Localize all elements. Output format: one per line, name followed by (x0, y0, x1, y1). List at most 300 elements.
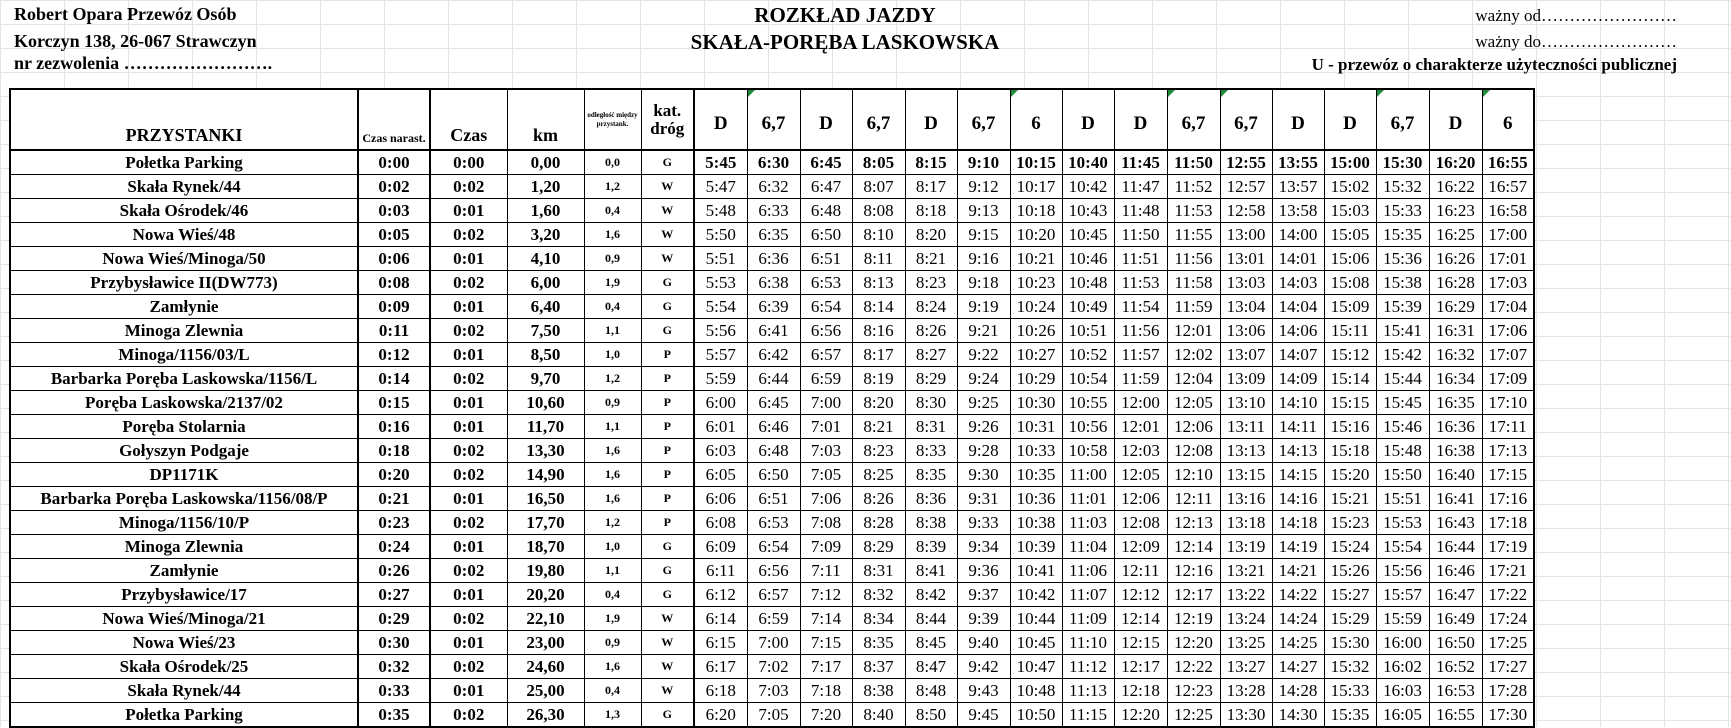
departure-time: 13:21 (1220, 559, 1272, 583)
departure-time: 6:46 (747, 415, 800, 439)
departure-time: 15:20 (1324, 463, 1376, 487)
departure-time: 6:35 (747, 223, 800, 247)
departure-time: 16:34 (1429, 367, 1482, 391)
departure-time: 7:14 (800, 607, 852, 631)
departure-time: 17:28 (1482, 679, 1534, 703)
departure-time: 15:48 (1376, 439, 1429, 463)
departure-time: 16:43 (1429, 511, 1482, 535)
departure-time: 15:06 (1324, 247, 1376, 271)
segment-time: 0:02 (430, 607, 507, 631)
segment-time: 0:02 (430, 511, 507, 535)
departure-time: 8:38 (852, 679, 905, 703)
departure-time: 9:18 (957, 271, 1010, 295)
departure-time: 17:09 (1482, 367, 1534, 391)
stop-name: Nowa Wieś/Minoga/21 (10, 607, 358, 631)
segment-time: 0:02 (430, 271, 507, 295)
departure-time: 6:51 (747, 487, 800, 511)
cumulative-time: 0:33 (358, 679, 430, 703)
table-row (10, 583, 1534, 607)
departure-time: 9:26 (957, 415, 1010, 439)
departure-time: 15:18 (1324, 439, 1376, 463)
departure-time: 7:05 (747, 703, 800, 728)
departure-time: 15:35 (1324, 703, 1376, 728)
departure-time: 16:53 (1429, 679, 1482, 703)
departure-time: 11:55 (1167, 223, 1220, 247)
departure-time: 10:15 (1010, 150, 1062, 175)
departure-time: 14:10 (1272, 391, 1324, 415)
table-row (10, 367, 1534, 391)
departure-time: 12:17 (1167, 583, 1220, 607)
departure-time: 8:16 (852, 319, 905, 343)
departure-time: 6:50 (747, 463, 800, 487)
departure-time: 15:41 (1376, 319, 1429, 343)
departure-time: 13:11 (1220, 415, 1272, 439)
column-header-day: D (1429, 89, 1482, 150)
departure-time: 17:03 (1482, 271, 1534, 295)
column-header-day: 6,7 (747, 89, 800, 150)
cumulative-time: 0:03 (358, 199, 430, 223)
departure-time: 5:56 (694, 319, 747, 343)
departure-time: 15:00 (1324, 150, 1376, 175)
distance-between: 0,4 (584, 583, 641, 607)
departure-time: 10:44 (1010, 607, 1062, 631)
distance-between: 1,6 (584, 439, 641, 463)
departure-time: 13:00 (1220, 223, 1272, 247)
column-header-day: D (1324, 89, 1376, 150)
departure-time: 6:32 (747, 175, 800, 199)
departure-time: 9:43 (957, 679, 1010, 703)
departure-time: 8:26 (852, 487, 905, 511)
distance-between: 1,6 (584, 463, 641, 487)
stop-name: Zamłynie (10, 295, 358, 319)
departure-time: 16:23 (1429, 199, 1482, 223)
departure-time: 8:20 (852, 391, 905, 415)
departure-time: 15:46 (1376, 415, 1429, 439)
departure-time: 11:59 (1114, 367, 1167, 391)
departure-time: 12:23 (1167, 679, 1220, 703)
departure-time: 12:14 (1114, 607, 1167, 631)
cumulative-time: 0:09 (358, 295, 430, 319)
distance-between: 0,4 (584, 295, 641, 319)
departure-time: 8:41 (905, 559, 957, 583)
distance-km: 6,40 (507, 295, 584, 319)
departure-time: 16:29 (1429, 295, 1482, 319)
departure-time: 10:36 (1010, 487, 1062, 511)
road-category: G (641, 319, 694, 343)
departure-time: 16:41 (1429, 487, 1482, 511)
cumulative-time: 0:16 (358, 415, 430, 439)
distance-km: 13,30 (507, 439, 584, 463)
distance-between: 0,9 (584, 247, 641, 271)
table-row (10, 439, 1534, 463)
segment-time: 0:02 (430, 439, 507, 463)
departure-time: 15:03 (1324, 199, 1376, 223)
road-category: W (641, 679, 694, 703)
departure-time: 7:00 (800, 391, 852, 415)
departure-time: 12:08 (1114, 511, 1167, 535)
departure-time: 5:59 (694, 367, 747, 391)
departure-time: 11:12 (1062, 655, 1114, 679)
segment-time: 0:02 (430, 223, 507, 247)
departure-time: 8:29 (852, 535, 905, 559)
departure-time: 13:55 (1272, 150, 1324, 175)
departure-time: 10:50 (1010, 703, 1062, 728)
table-row (10, 607, 1534, 631)
departure-time: 15:32 (1324, 655, 1376, 679)
departure-time: 7:06 (800, 487, 852, 511)
departure-time: 6:15 (694, 631, 747, 655)
departure-time: 9:33 (957, 511, 1010, 535)
departure-time: 17:04 (1482, 295, 1534, 319)
departure-time: 15:24 (1324, 535, 1376, 559)
departure-time: 14:28 (1272, 679, 1324, 703)
departure-time: 15:21 (1324, 487, 1376, 511)
departure-time: 12:20 (1167, 631, 1220, 655)
table-row (10, 487, 1534, 511)
road-category: P (641, 343, 694, 367)
stop-name: Minoga Zlewnia (10, 535, 358, 559)
departure-time: 7:15 (800, 631, 852, 655)
segment-time: 0:01 (430, 343, 507, 367)
departure-time: 16:58 (1482, 199, 1534, 223)
road-category: W (641, 175, 694, 199)
departure-time: 6:18 (694, 679, 747, 703)
distance-between: 0,4 (584, 199, 641, 223)
pso-note: U - przewóz o charakterze użyteczności publicznej (1311, 55, 1677, 74)
departure-time: 17:10 (1482, 391, 1534, 415)
departure-time: 9:12 (957, 175, 1010, 199)
departure-time: 15:33 (1376, 199, 1429, 223)
departure-time: 11:58 (1167, 271, 1220, 295)
distance-between: 1,9 (584, 607, 641, 631)
departure-time: 12:11 (1114, 559, 1167, 583)
departure-time: 13:03 (1220, 271, 1272, 295)
departure-time: 13:18 (1220, 511, 1272, 535)
distance-between: 1,3 (584, 703, 641, 728)
departure-time: 8:45 (905, 631, 957, 655)
route-name: SKAŁA-PORĘBA LASKOWSKA (690, 30, 1000, 54)
departure-time: 11:52 (1167, 175, 1220, 199)
departure-time: 6:01 (694, 415, 747, 439)
departure-time: 7:09 (800, 535, 852, 559)
distance-km: 0,00 (507, 150, 584, 175)
distance-header-label: odległość między przystank. (587, 110, 638, 128)
cumulative-time: 0:23 (358, 511, 430, 535)
road-category: G (641, 583, 694, 607)
stop-name: Nowa Wieś/23 (10, 631, 358, 655)
departure-time: 12:10 (1167, 463, 1220, 487)
departure-time: 15:02 (1324, 175, 1376, 199)
departure-time: 6:48 (747, 439, 800, 463)
departure-time: 10:17 (1010, 175, 1062, 199)
cumulative-time: 0:05 (358, 223, 430, 247)
valid-to-field: ważny do…………………… (1475, 32, 1677, 51)
departure-time: 15:35 (1376, 223, 1429, 247)
departure-time: 15:33 (1324, 679, 1376, 703)
departure-time: 11:59 (1167, 295, 1220, 319)
departure-time: 6:33 (747, 199, 800, 223)
stop-name: Minoga Zlewnia (10, 319, 358, 343)
departure-time: 15:05 (1324, 223, 1376, 247)
departure-time: 16:22 (1429, 175, 1482, 199)
departure-time: 15:59 (1376, 607, 1429, 631)
departure-time: 6:05 (694, 463, 747, 487)
departure-time: 5:57 (694, 343, 747, 367)
departure-time: 14:15 (1272, 463, 1324, 487)
departure-time: 16:20 (1429, 150, 1482, 175)
departure-time: 16:35 (1429, 391, 1482, 415)
road-category: P (641, 391, 694, 415)
distance-km: 14,90 (507, 463, 584, 487)
departure-time: 12:05 (1114, 463, 1167, 487)
departure-time: 11:03 (1062, 511, 1114, 535)
departure-time: 10:39 (1010, 535, 1062, 559)
departure-time: 15:51 (1376, 487, 1429, 511)
cumulative-time: 0:24 (358, 535, 430, 559)
departure-time: 17:24 (1482, 607, 1534, 631)
departure-time: 16:26 (1429, 247, 1482, 271)
departure-time: 8:24 (905, 295, 957, 319)
road-category: P (641, 487, 694, 511)
departure-time: 13:06 (1220, 319, 1272, 343)
departure-time: 14:18 (1272, 511, 1324, 535)
stop-name: Gołyszyn Podgaje (10, 439, 358, 463)
distance-km: 22,10 (507, 607, 584, 631)
departure-time: 8:21 (905, 247, 957, 271)
road-category: P (641, 463, 694, 487)
departure-time: 12:58 (1220, 199, 1272, 223)
departure-time: 8:35 (852, 631, 905, 655)
departure-time: 8:21 (852, 415, 905, 439)
departure-time: 12:17 (1114, 655, 1167, 679)
segment-time: 0:01 (430, 535, 507, 559)
timetable (9, 88, 1535, 728)
departure-time: 16:36 (1429, 415, 1482, 439)
departure-time: 12:20 (1114, 703, 1167, 728)
distance-km: 23,00 (507, 631, 584, 655)
cumulative-time: 0:26 (358, 559, 430, 583)
departure-time: 8:35 (905, 463, 957, 487)
departure-time: 6:09 (694, 535, 747, 559)
departure-time: 13:19 (1220, 535, 1272, 559)
departure-time: 9:21 (957, 319, 1010, 343)
distance-between: 1,6 (584, 487, 641, 511)
road-category: G (641, 271, 694, 295)
departure-time: 8:11 (852, 247, 905, 271)
departure-time: 13:07 (1220, 343, 1272, 367)
cumulative-time: 0:00 (358, 150, 430, 175)
departure-time: 10:48 (1010, 679, 1062, 703)
departure-time: 16:00 (1376, 631, 1429, 655)
departure-time: 14:00 (1272, 223, 1324, 247)
departure-time: 12:55 (1220, 150, 1272, 175)
departure-time: 12:04 (1167, 367, 1220, 391)
column-header-day: 6,7 (957, 89, 1010, 150)
departure-time: 6:57 (800, 343, 852, 367)
distance-between: 1,2 (584, 175, 641, 199)
segment-time: 0:01 (430, 295, 507, 319)
departure-time: 8:23 (852, 439, 905, 463)
road-category: W (641, 247, 694, 271)
segment-time: 0:01 (430, 199, 507, 223)
departure-time: 13:16 (1220, 487, 1272, 511)
distance-km: 9,70 (507, 367, 584, 391)
departure-time: 5:54 (694, 295, 747, 319)
cumulative-time: 0:30 (358, 631, 430, 655)
departure-time: 10:54 (1062, 367, 1114, 391)
departure-time: 8:28 (852, 511, 905, 535)
departure-time: 12:06 (1114, 487, 1167, 511)
departure-time: 8:40 (852, 703, 905, 728)
stop-name: Skała Rynek/44 (10, 679, 358, 703)
departure-time: 11:53 (1114, 271, 1167, 295)
departure-time: 11:04 (1062, 535, 1114, 559)
departure-time: 11:01 (1062, 487, 1114, 511)
departure-time: 17:07 (1482, 343, 1534, 367)
departure-time: 9:10 (957, 150, 1010, 175)
departure-time: 12:12 (1114, 583, 1167, 607)
cumulative-time: 0:06 (358, 247, 430, 271)
departure-time: 15:26 (1324, 559, 1376, 583)
departure-time: 16:52 (1429, 655, 1482, 679)
departure-time: 10:23 (1010, 271, 1062, 295)
departure-time: 14:06 (1272, 319, 1324, 343)
table-row (10, 415, 1534, 439)
departure-time: 8:19 (852, 367, 905, 391)
departure-time: 6:36 (747, 247, 800, 271)
departure-time: 6:06 (694, 487, 747, 511)
table-row (10, 535, 1534, 559)
departure-time: 9:24 (957, 367, 1010, 391)
departure-time: 16:55 (1482, 150, 1534, 175)
segment-time: 0:01 (430, 631, 507, 655)
departure-time: 14:27 (1272, 655, 1324, 679)
distance-km: 6,00 (507, 271, 584, 295)
departure-time: 11:00 (1062, 463, 1114, 487)
column-header-km: km (507, 89, 584, 150)
distance-between: 0,0 (584, 150, 641, 175)
departure-time: 15:44 (1376, 367, 1429, 391)
stop-name: Nowa Wieś/Minoga/50 (10, 247, 358, 271)
departure-time: 7:08 (800, 511, 852, 535)
departure-time: 17:06 (1482, 319, 1534, 343)
segment-time: 0:02 (430, 367, 507, 391)
departure-time: 5:48 (694, 199, 747, 223)
departure-time: 15:50 (1376, 463, 1429, 487)
departure-time: 7:02 (747, 655, 800, 679)
departure-time: 17:13 (1482, 439, 1534, 463)
departure-time: 15:15 (1324, 391, 1376, 415)
cumulative-time: 0:18 (358, 439, 430, 463)
departure-time: 9:36 (957, 559, 1010, 583)
departure-time: 17:18 (1482, 511, 1534, 535)
page-title: ROZKŁAD JAZDY (754, 3, 936, 27)
stop-name: Barbarka Poręba Laskowska/1156/L (10, 367, 358, 391)
departure-time: 10:35 (1010, 463, 1062, 487)
departure-time: 6:12 (694, 583, 747, 607)
segment-time: 0:02 (430, 559, 507, 583)
departure-time: 10:29 (1010, 367, 1062, 391)
departure-time: 5:50 (694, 223, 747, 247)
departure-time: 11:57 (1114, 343, 1167, 367)
departure-time: 8:10 (852, 223, 905, 247)
departure-time: 13:15 (1220, 463, 1272, 487)
distance-km: 10,60 (507, 391, 584, 415)
stop-name: Skała Ośrodek/46 (10, 199, 358, 223)
distance-km: 1,20 (507, 175, 584, 199)
departure-time: 9:31 (957, 487, 1010, 511)
distance-km: 19,80 (507, 559, 584, 583)
departure-time: 11:54 (1114, 295, 1167, 319)
departure-time: 11:09 (1062, 607, 1114, 631)
column-header-day: D (800, 89, 852, 150)
departure-time: 14:04 (1272, 295, 1324, 319)
cumulative-time: 0:12 (358, 343, 430, 367)
departure-time: 8:39 (905, 535, 957, 559)
departure-time: 17:30 (1482, 703, 1534, 728)
departure-time: 8:07 (852, 175, 905, 199)
column-header-day: 6 (1010, 89, 1062, 150)
departure-time: 16:38 (1429, 439, 1482, 463)
stop-name: DP1171K (10, 463, 358, 487)
departure-time: 7:17 (800, 655, 852, 679)
table-row (10, 199, 1534, 223)
departure-time: 10:43 (1062, 199, 1114, 223)
departure-time: 6:42 (747, 343, 800, 367)
departure-time: 8:42 (905, 583, 957, 607)
departure-time: 6:45 (747, 391, 800, 415)
departure-time: 13:25 (1220, 631, 1272, 655)
table-row (10, 391, 1534, 415)
departure-time: 8:05 (852, 150, 905, 175)
table-row (10, 511, 1534, 535)
departure-time: 8:30 (905, 391, 957, 415)
departure-time: 8:27 (905, 343, 957, 367)
departure-time: 16:44 (1429, 535, 1482, 559)
valid-from-field: ważny od…………………… (1475, 6, 1677, 25)
departure-time: 11:48 (1114, 199, 1167, 223)
departure-time: 15:54 (1376, 535, 1429, 559)
departure-time: 8:47 (905, 655, 957, 679)
departure-time: 6:48 (800, 199, 852, 223)
road-category-label-1: kat. (653, 100, 682, 120)
departure-time: 13:13 (1220, 439, 1272, 463)
distance-between: 1,9 (584, 271, 641, 295)
departure-time: 12:57 (1220, 175, 1272, 199)
departure-time: 7:01 (800, 415, 852, 439)
column-header-time: Czas (430, 89, 507, 150)
stop-name: Przybysławice II(DW773) (10, 271, 358, 295)
departure-time: 12:09 (1114, 535, 1167, 559)
departure-time: 10:18 (1010, 199, 1062, 223)
departure-time: 14:25 (1272, 631, 1324, 655)
road-category: P (641, 439, 694, 463)
departure-time: 13:27 (1220, 655, 1272, 679)
departure-time: 7:12 (800, 583, 852, 607)
road-category-label-2: dróg (650, 118, 685, 138)
departure-time: 9:22 (957, 343, 1010, 367)
departure-time: 6:44 (747, 367, 800, 391)
cumulative-time: 0:08 (358, 271, 430, 295)
departure-time: 15:08 (1324, 271, 1376, 295)
departure-time: 14:01 (1272, 247, 1324, 271)
departure-time: 6:56 (800, 319, 852, 343)
departure-time: 16:40 (1429, 463, 1482, 487)
departure-time: 6:53 (800, 271, 852, 295)
segment-time: 0:02 (430, 463, 507, 487)
departure-time: 9:13 (957, 199, 1010, 223)
departure-time: 15:09 (1324, 295, 1376, 319)
